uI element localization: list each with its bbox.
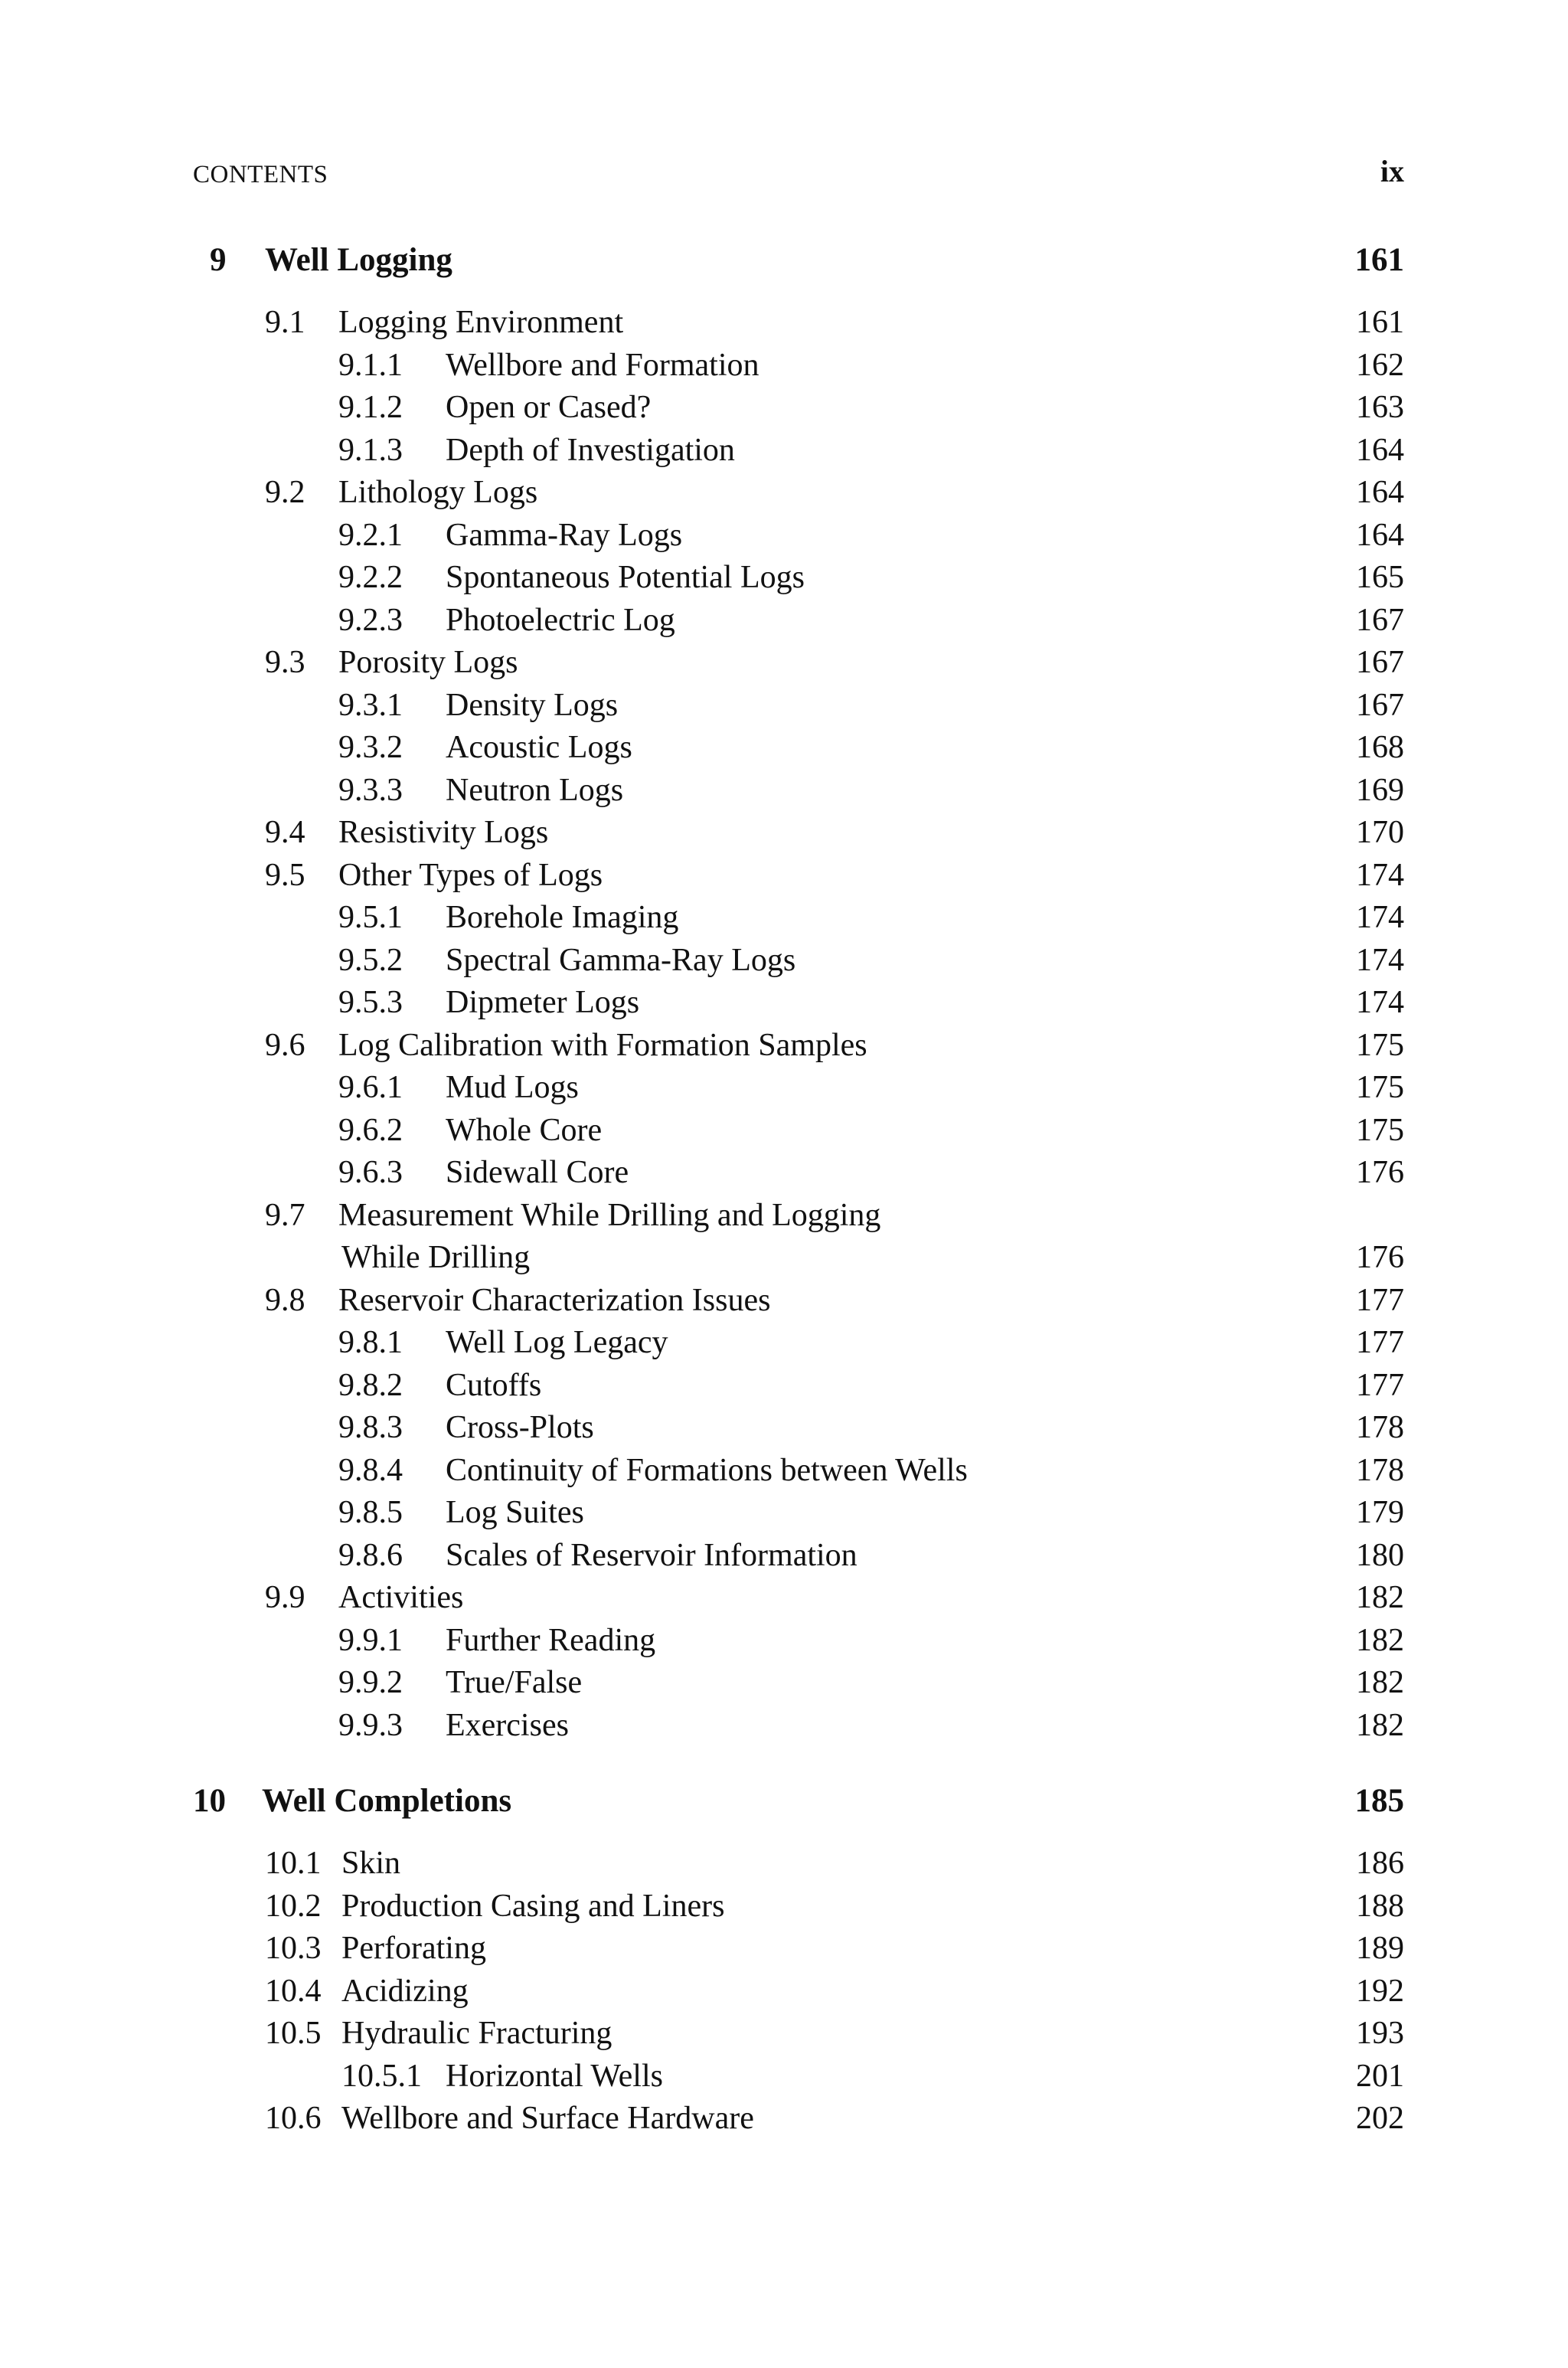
section-number: 9.1.3: [338, 432, 403, 468]
section-title: Cross-Plots: [446, 1410, 594, 1445]
chapter-number: 10: [193, 1783, 226, 1819]
toc-entry[interactable]: [193, 1407, 1404, 1450]
toc-entry[interactable]: [193, 770, 1404, 813]
toc-entry[interactable]: [193, 515, 1404, 558]
toc-entry[interactable]: [193, 1705, 1404, 1748]
section-title: Porosity Logs: [338, 645, 518, 680]
section-page: 202: [1356, 2101, 1404, 2136]
section-number: 9.2.1: [338, 517, 403, 553]
section-title: Lithology Logs: [338, 475, 538, 510]
toc-entry[interactable]: [193, 1886, 1404, 1928]
section-number: 9.6: [265, 1027, 305, 1063]
toc-entry[interactable]: [193, 1237, 1404, 1280]
toc-entry[interactable]: [193, 1067, 1404, 1110]
section-title: Open or Cased?: [446, 390, 652, 425]
toc-entry[interactable]: [193, 2013, 1404, 2056]
running-head: CONTENTS: [193, 161, 328, 188]
section-page: 177: [1356, 1367, 1404, 1403]
section-number: 9.6.2: [338, 1112, 403, 1148]
toc-entry[interactable]: [193, 1492, 1404, 1535]
chapter-number: 9: [210, 242, 227, 278]
section-number: 10.5.1: [341, 2058, 422, 2094]
section-title: Production Casing and Liners: [341, 1888, 725, 1924]
section-number: 9.3.2: [338, 730, 403, 765]
chapter-heading[interactable]: [193, 1778, 1404, 1824]
section-title: Dipmeter Logs: [446, 985, 640, 1020]
toc-entry[interactable]: [193, 600, 1404, 643]
section-number: 10.1: [265, 1846, 322, 1881]
section-title: Skin: [341, 1846, 401, 1881]
section-page: 175: [1356, 1027, 1404, 1063]
toc-entry[interactable]: [193, 1577, 1404, 1620]
section-page: 182: [1356, 1622, 1404, 1658]
section-title: Depth of Investigation: [446, 432, 735, 468]
toc-entry[interactable]: [193, 2056, 1404, 2098]
section-number: 9.5.1: [338, 900, 403, 935]
toc-entry[interactable]: [193, 1843, 1404, 1886]
section-title: Sidewall Core: [446, 1155, 629, 1190]
section-page: 167: [1356, 687, 1404, 723]
section-number: 9.8.3: [338, 1410, 403, 1445]
section-title: Well Log Legacy: [446, 1325, 668, 1360]
section-title: Resistivity Logs: [338, 815, 549, 850]
section-title: Acidizing: [341, 1973, 469, 2009]
section-title: Acoustic Logs: [446, 730, 632, 765]
section-number: 10.6: [265, 2101, 322, 2136]
toc-entry[interactable]: [193, 1152, 1404, 1195]
section-number: 9.3.1: [338, 687, 403, 723]
section-title: Whole Core: [446, 1112, 603, 1148]
chapter-page: 185: [1354, 1783, 1404, 1819]
chapter-page: 161: [1354, 242, 1404, 278]
chapter-9: [193, 237, 1404, 1743]
section-page: 164: [1356, 475, 1404, 510]
section-title: Log Suites: [446, 1495, 584, 1530]
toc-entry[interactable]: [193, 1110, 1404, 1153]
section-title: Scales of Reservoir Information: [446, 1537, 858, 1573]
section-number: 9.9: [265, 1580, 305, 1615]
section-title: Gamma-Ray Logs: [446, 517, 683, 553]
section-title: Borehole Imaging: [446, 900, 679, 935]
toc-entry[interactable]: [193, 897, 1404, 940]
section-number: 9.8.6: [338, 1537, 403, 1573]
section-number: 9.9.3: [338, 1707, 403, 1743]
section-number: 9.4: [265, 815, 305, 850]
toc-entry[interactable]: [193, 1280, 1404, 1323]
section-number: 10.2: [265, 1888, 322, 1924]
section-page: 182: [1356, 1707, 1404, 1743]
section-number: 10.3: [265, 1931, 322, 1966]
section-title: While Drilling: [341, 1240, 531, 1275]
section-title: Activities: [338, 1580, 464, 1615]
toc-entry[interactable]: [193, 812, 1404, 855]
toc-entry[interactable]: [193, 2098, 1404, 2141]
section-page: 174: [1356, 942, 1404, 978]
section-number: 9.5: [265, 857, 305, 893]
section-page: 165: [1356, 560, 1404, 595]
section-title: Spontaneous Potential Logs: [446, 560, 805, 595]
section-number: 9.8.2: [338, 1367, 403, 1403]
toc-entry[interactable]: [193, 982, 1404, 1025]
section-page: 177: [1356, 1325, 1404, 1360]
toc-entry[interactable]: [193, 1365, 1404, 1408]
section-page: 167: [1356, 602, 1404, 638]
section-page: 169: [1356, 772, 1404, 808]
section-title: Other Types of Logs: [338, 857, 603, 893]
toc-entry[interactable]: [193, 1195, 1404, 1238]
section-page: 175: [1356, 1112, 1404, 1148]
section-page: 164: [1356, 517, 1404, 553]
section-page: 189: [1356, 1931, 1404, 1966]
chapter-heading[interactable]: [193, 237, 1404, 283]
section-page: 164: [1356, 432, 1404, 468]
section-title: Neutron Logs: [446, 772, 624, 808]
section-number: 9.3.3: [338, 772, 403, 808]
section-page: 179: [1356, 1495, 1404, 1530]
section-title: Density Logs: [446, 687, 619, 723]
section-title: Spectral Gamma-Ray Logs: [446, 942, 796, 978]
toc-entry[interactable]: [193, 1928, 1404, 1971]
section-number: 10.5: [265, 2016, 322, 2051]
toc-entries: [193, 302, 1404, 1747]
section-number: 9.7: [265, 1197, 305, 1233]
section-title: Exercises: [446, 1707, 569, 1743]
chapter-title: Well Completions: [262, 1783, 512, 1819]
toc-entry[interactable]: [193, 940, 1404, 983]
chapter-10: [193, 1778, 1404, 2136]
toc-entry[interactable]: [193, 1662, 1404, 1705]
section-page: 182: [1356, 1580, 1404, 1615]
toc-entry[interactable]: [193, 855, 1404, 898]
section-page: 178: [1356, 1410, 1404, 1445]
section-number: 9.9.1: [338, 1622, 403, 1658]
section-page: 201: [1356, 2058, 1404, 2094]
section-page: 186: [1356, 1846, 1404, 1881]
toc-entries: [193, 1843, 1404, 2141]
section-page: 178: [1356, 1452, 1404, 1488]
section-page: 168: [1356, 730, 1404, 765]
section-title: Hydraulic Fracturing: [341, 2016, 612, 2051]
toc-entry[interactable]: [193, 685, 1404, 728]
section-page: 193: [1356, 2016, 1404, 2051]
toc-entry[interactable]: [193, 727, 1404, 770]
toc-entry[interactable]: [193, 1971, 1404, 2013]
section-title: Continuity of Formations between Wells: [446, 1452, 968, 1488]
section-number: 10.4: [265, 1973, 322, 2009]
section-number: 9.6.1: [338, 1070, 403, 1105]
section-page: 192: [1356, 1973, 1404, 2009]
section-title: Wellbore and Surface Hardware: [341, 2101, 754, 2136]
toc-entry[interactable]: [193, 557, 1404, 600]
section-number: 9.5.3: [338, 985, 403, 1020]
section-page: 177: [1356, 1282, 1404, 1318]
section-page: 162: [1356, 347, 1404, 383]
section-title: Log Calibration with Formation Samples: [338, 1027, 867, 1063]
section-page: 170: [1356, 815, 1404, 850]
section-page: 188: [1356, 1888, 1404, 1924]
section-number: 9.5.2: [338, 942, 403, 978]
section-number: 9.2.3: [338, 602, 403, 638]
page-number: ix: [1380, 154, 1404, 188]
section-title: Logging Environment: [338, 305, 624, 340]
section-number: 9.6.3: [338, 1155, 403, 1190]
section-page: 176: [1356, 1240, 1404, 1275]
section-number: 9.9.2: [338, 1665, 403, 1700]
section-title: Measurement While Drilling and Logging: [338, 1197, 881, 1233]
section-page: 182: [1356, 1665, 1404, 1700]
toc-entry[interactable]: [193, 642, 1404, 685]
section-title: Reservoir Characterization Issues: [338, 1282, 771, 1318]
chapter-title: Well Logging: [265, 242, 452, 278]
section-page: 167: [1356, 645, 1404, 680]
section-page: 180: [1356, 1537, 1404, 1573]
section-title: Mud Logs: [446, 1070, 579, 1105]
section-page: 175: [1356, 1070, 1404, 1105]
section-title: Perforating: [341, 1931, 486, 1966]
section-number: 9.1: [265, 305, 305, 340]
toc-entry[interactable]: [193, 430, 1404, 473]
section-page: 174: [1356, 900, 1404, 935]
section-page: 174: [1356, 985, 1404, 1020]
toc-entry[interactable]: [193, 345, 1404, 388]
section-number: 9.1.2: [338, 390, 403, 425]
section-title: Photoelectric Log: [446, 602, 675, 638]
section-title: Horizontal Wells: [446, 2058, 663, 2094]
section-page: 176: [1356, 1155, 1404, 1190]
section-title: Wellbore and Formation: [446, 347, 760, 383]
toc-entry[interactable]: [193, 387, 1404, 430]
section-number: 9.8.5: [338, 1495, 403, 1530]
section-title: True/False: [446, 1665, 583, 1700]
section-page: 163: [1356, 390, 1404, 425]
toc-entry[interactable]: [193, 1535, 1404, 1578]
section-title: Further Reading: [446, 1622, 656, 1658]
toc-entry[interactable]: [193, 472, 1404, 515]
toc-entry[interactable]: [193, 302, 1404, 345]
section-page: 161: [1356, 305, 1404, 340]
section-number: 9.8.1: [338, 1325, 403, 1360]
section-page: 174: [1356, 857, 1404, 893]
section-number: 9.8: [265, 1282, 305, 1318]
section-title: Cutoffs: [446, 1367, 542, 1403]
section-number: 9.2.2: [338, 560, 403, 595]
toc-entry[interactable]: [193, 1620, 1404, 1663]
section-number: 9.8.4: [338, 1452, 403, 1488]
section-number: 9.3: [265, 645, 305, 680]
toc-entry[interactable]: [193, 1025, 1404, 1068]
page-header: [193, 153, 1404, 196]
toc-entry[interactable]: [193, 1322, 1404, 1365]
toc-entry[interactable]: [193, 1450, 1404, 1493]
section-number: 9.2: [265, 475, 305, 510]
section-number: 9.1.1: [338, 347, 403, 383]
